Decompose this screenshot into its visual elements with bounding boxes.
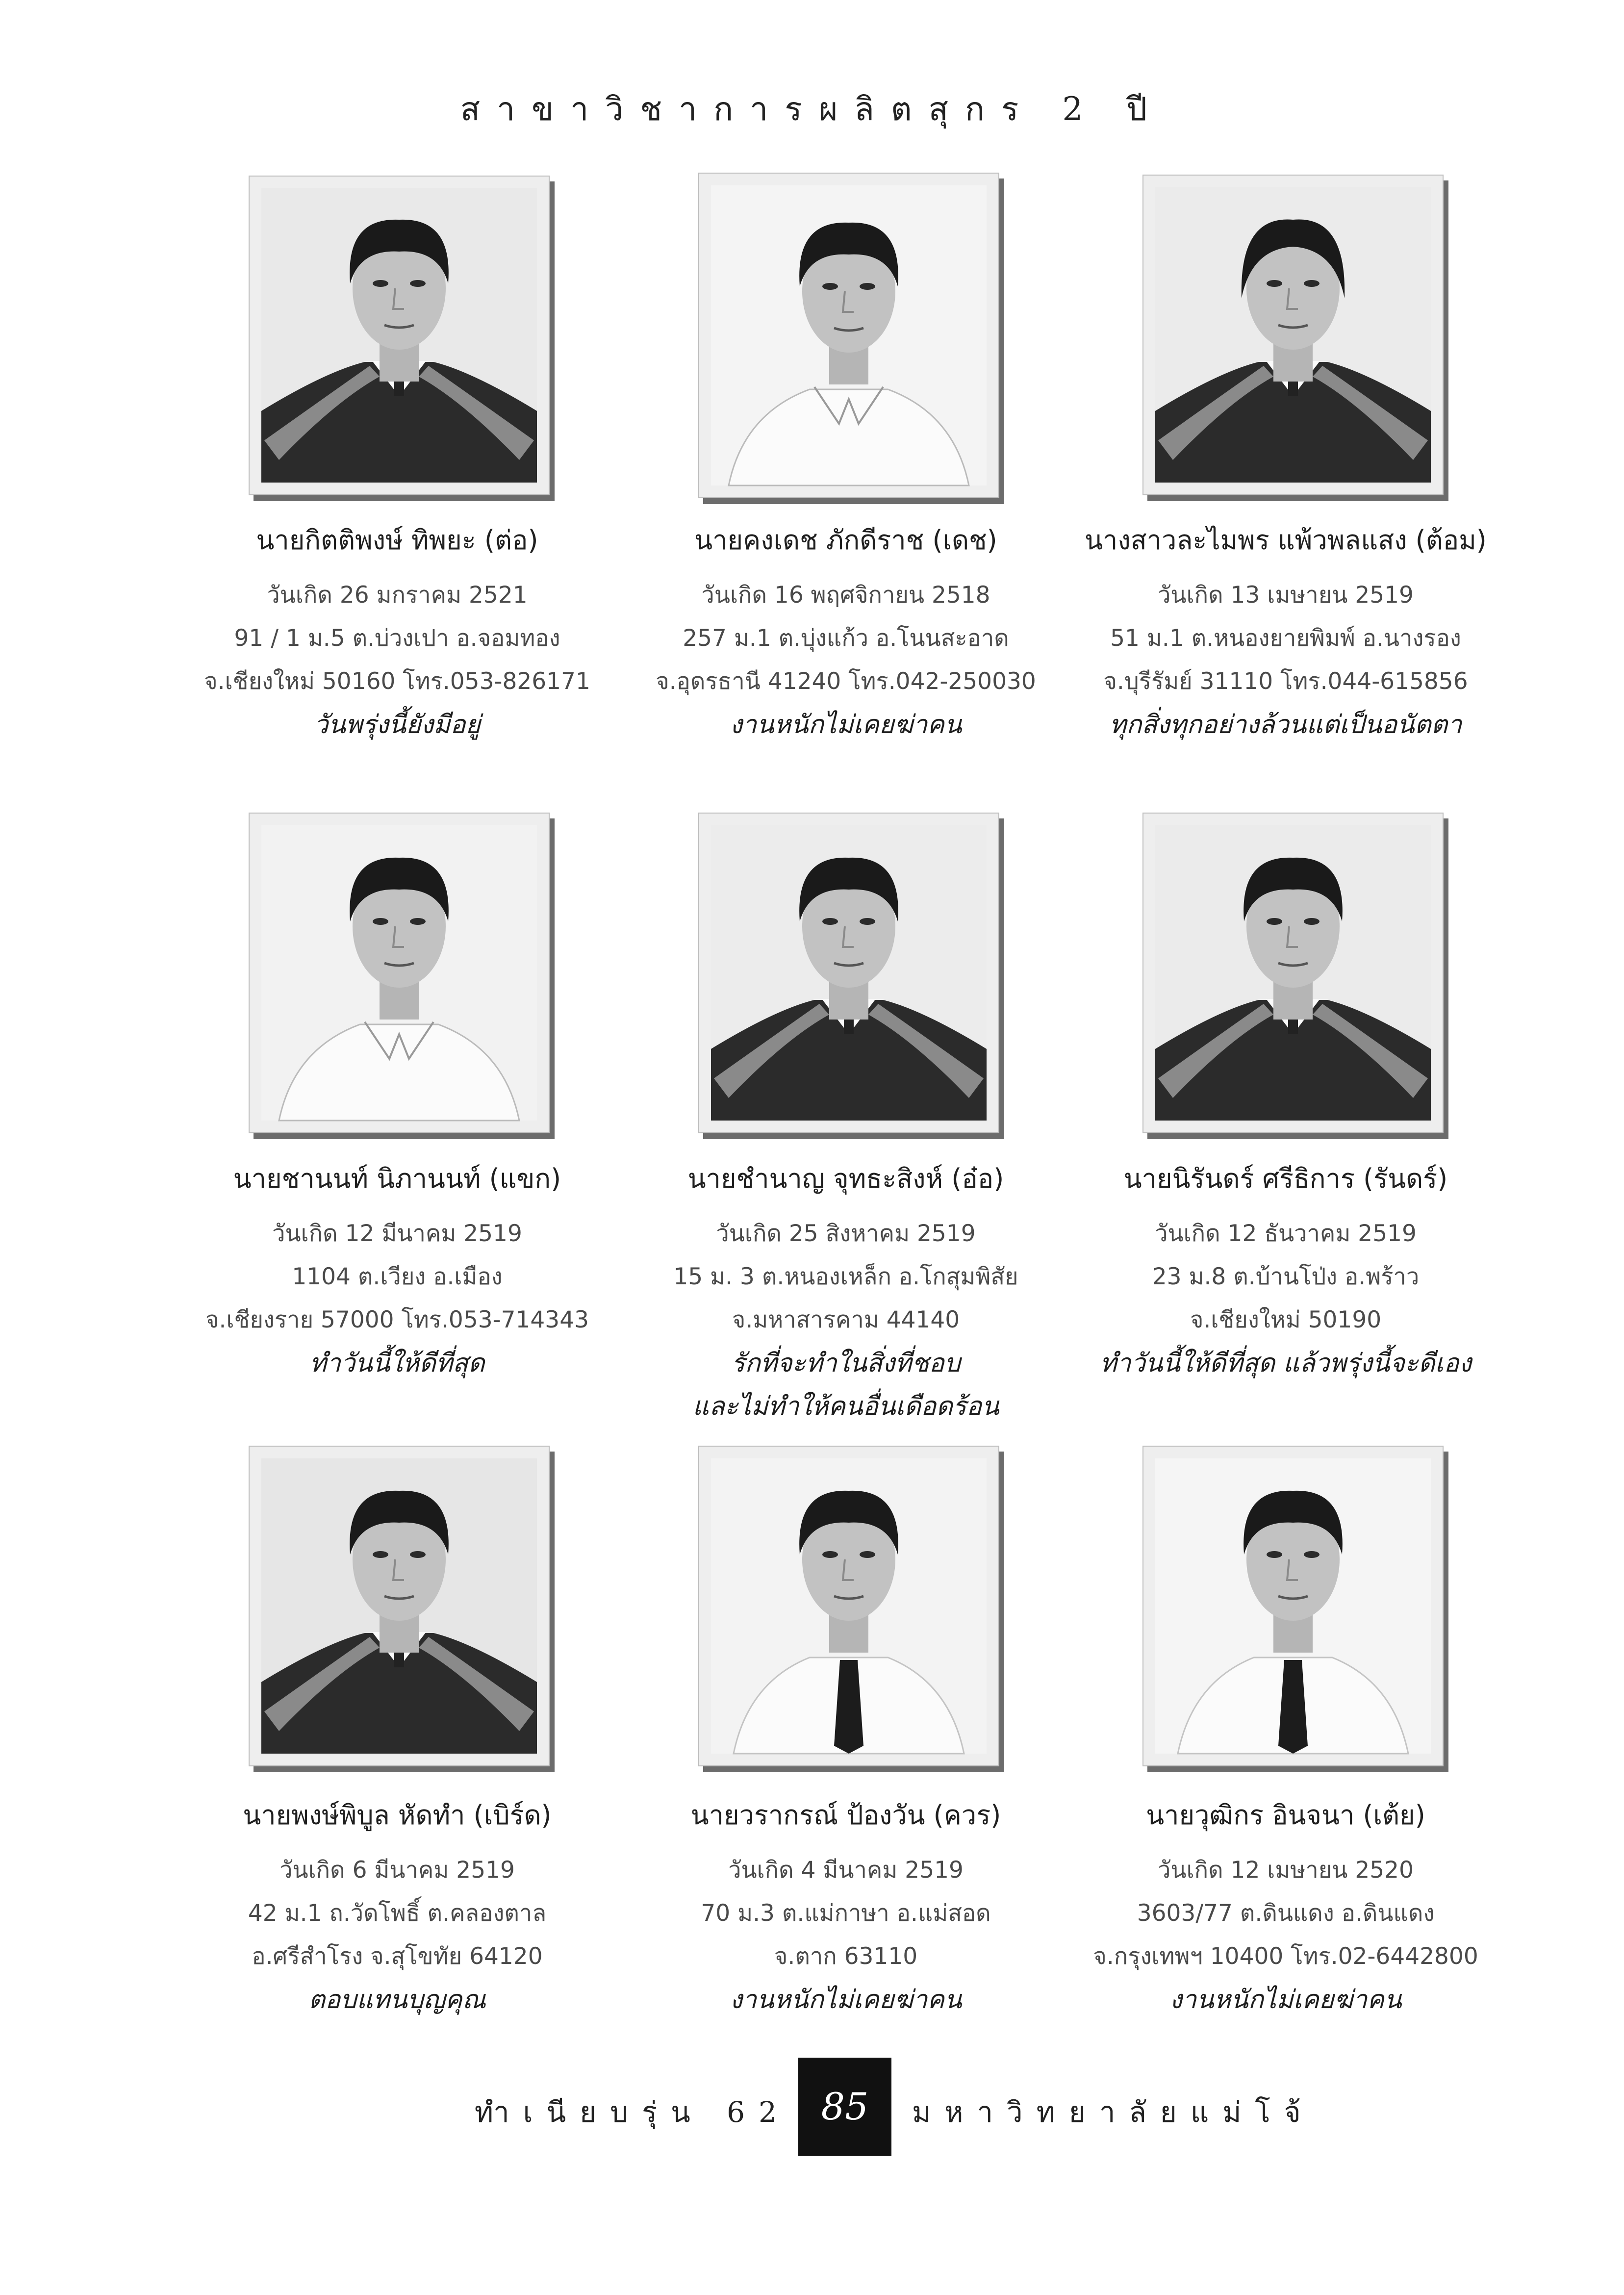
student-photo bbox=[1142, 1446, 1444, 1766]
student-motto: ทำวันนี้ให้ดีที่สุด แล้วพรุ่งนี้จะดีเอง bbox=[1100, 1349, 1472, 1378]
student-name: นายวุฒิกร อินจนา (เต้ย) bbox=[1146, 1800, 1425, 1831]
student-contact: จ.เชียงราย 57000 โทร.053-714343 bbox=[205, 1306, 589, 1333]
student-info bbox=[142, 1157, 652, 1385]
student-photo bbox=[698, 173, 999, 498]
student-motto: งานหนักไม่เคยฆ่าคน bbox=[730, 1985, 962, 2014]
student-motto: วันพรุ่งนี้ยังมีอยู่ bbox=[314, 710, 481, 740]
student-info bbox=[142, 1794, 652, 2021]
student-address: 91 / 1 ม.5 ต.บ่วงเปา อ.จอมทอง bbox=[234, 625, 560, 652]
student-photo bbox=[698, 1446, 999, 1766]
student-contact: จ.บุรีรัมย์ 31110 โทร.044-615856 bbox=[1103, 668, 1468, 695]
footer-university-label: มหาวิทยาลัยแม่โจ้ bbox=[912, 2095, 1315, 2129]
student-contact: จ.ตาก 63110 bbox=[774, 1943, 918, 1970]
student-address: 15 ม. 3 ต.หนองเหล็ก อ.โกสุมพิสัย bbox=[673, 1263, 1018, 1290]
student-photo bbox=[249, 813, 550, 1133]
student-name: นายวรากรณ์ ป้องวัน (ควร) bbox=[690, 1800, 1001, 1831]
student-info bbox=[591, 1157, 1101, 1428]
student-address: 3603/77 ต.ดินแดง อ.ดินแดง bbox=[1137, 1900, 1435, 1927]
student-address: 70 ม.3 ต.แม่กาษา อ.แม่สอด bbox=[701, 1900, 991, 1927]
page-footer bbox=[0, 2058, 1624, 2156]
student-motto: ทำวันนี้ให้ดีที่สุด bbox=[309, 1349, 485, 1378]
student-name: นายนิรันดร์ ศรีธิการ (รันดร์) bbox=[1123, 1163, 1448, 1194]
student-address: 23 ม.8 ต.บ้านโป่ง อ.พร้าว bbox=[1152, 1263, 1420, 1290]
page-title: สาขาวิชาการผลิตสุกร 2 ปี bbox=[460, 90, 1164, 128]
student-motto: ตอบแทนบุญคุณ bbox=[308, 1985, 486, 2014]
student-photo bbox=[1142, 813, 1444, 1133]
student-contact: จ.เชียงใหม่ 50190 bbox=[1190, 1306, 1382, 1333]
student-contact: จ.มหาสารคาม 44140 bbox=[732, 1306, 960, 1333]
student-address: 51 ม.1 ต.หนองยายพิมพ์ อ.นางรอง bbox=[1110, 625, 1461, 652]
student-motto: รักที่จะทำในสิ่งที่ชอบ bbox=[731, 1349, 961, 1378]
student-photo bbox=[1142, 175, 1444, 495]
page-number: 85 bbox=[798, 2058, 891, 2156]
student-birthdate: วันเกิด 4 มีนาคม 2519 bbox=[728, 1857, 964, 1884]
student-name: นายชานนท์ นิภานนท์ (แขก) bbox=[233, 1163, 561, 1194]
student-birthdate: วันเกิด 25 สิงหาคม 2519 bbox=[716, 1220, 976, 1247]
student-birthdate: วันเกิด 12 เมษายน 2520 bbox=[1158, 1857, 1414, 1884]
student-info bbox=[142, 519, 652, 746]
student-photo bbox=[249, 1446, 550, 1766]
student-address: 42 ม.1 ถ.วัดโพธิ์ ต.คลองตาล bbox=[248, 1900, 547, 1927]
student-birthdate: วันเกิด 16 พฤศจิกายน 2518 bbox=[701, 582, 990, 609]
student-name: นายคงเดช ภักดีราช (เดช) bbox=[694, 525, 997, 556]
student-contact: จ.กรุงเทพฯ 10400 โทร.02-6442800 bbox=[1093, 1943, 1478, 1970]
student-contact: จ.อุดรธานี 41240 โทร.042-250030 bbox=[656, 668, 1036, 695]
student-photo bbox=[249, 176, 550, 495]
student-info bbox=[591, 519, 1101, 746]
student-address: 1104 ต.เวียง อ.เมือง bbox=[292, 1263, 503, 1290]
student-info bbox=[1031, 519, 1541, 746]
student-name: นายชำนาญ จุทธะสิงห์ (อ๋อ) bbox=[687, 1163, 1004, 1194]
student-birthdate: วันเกิด 12 ธันวาคม 2519 bbox=[1155, 1220, 1417, 1247]
student-birthdate: วันเกิด 26 มกราคม 2521 bbox=[267, 582, 528, 609]
student-motto: งานหนักไม่เคยฆ่าคน bbox=[730, 710, 962, 740]
student-motto: งานหนักไม่เคยฆ่าคน bbox=[1169, 1985, 1402, 2014]
student-contact: จ.เชียงใหม่ 50160 โทร.053-826171 bbox=[204, 668, 590, 695]
student-birthdate: วันเกิด 13 เมษายน 2519 bbox=[1158, 582, 1414, 609]
student-info bbox=[1031, 1794, 1541, 2021]
student-birthdate: วันเกิด 6 มีนาคม 2519 bbox=[279, 1857, 515, 1884]
student-name: นายกิตติพงษ์ ทิพยะ (ต่อ) bbox=[256, 525, 538, 556]
student-info bbox=[1031, 1157, 1541, 1385]
student-birthdate: วันเกิด 12 มีนาคม 2519 bbox=[272, 1220, 522, 1247]
footer-yearbook-label: ทำเนียบรุ่น 62 bbox=[474, 2095, 790, 2129]
student-name: นางสาวละไมพร แพ้วพลแสง (ต้อม) bbox=[1085, 525, 1487, 556]
student-contact: อ.ศรีสำโรง จ.สุโขทัย 64120 bbox=[252, 1943, 543, 1970]
student-motto-continued: และไม่ทำให้คนอื่นเดือดร้อน bbox=[692, 1392, 999, 1421]
student-info bbox=[591, 1794, 1101, 2021]
student-address: 257 ม.1 ต.บุ่งแก้ว อ.โนนสะอาด bbox=[683, 625, 1009, 652]
student-motto: ทุกสิ่งทุกอย่างล้วนแต่เป็นอนัตตา bbox=[1109, 710, 1462, 740]
student-photo bbox=[698, 813, 999, 1133]
student-name: นายพงษ์พิบูล หัดทำ (เบิร์ด) bbox=[243, 1800, 552, 1831]
